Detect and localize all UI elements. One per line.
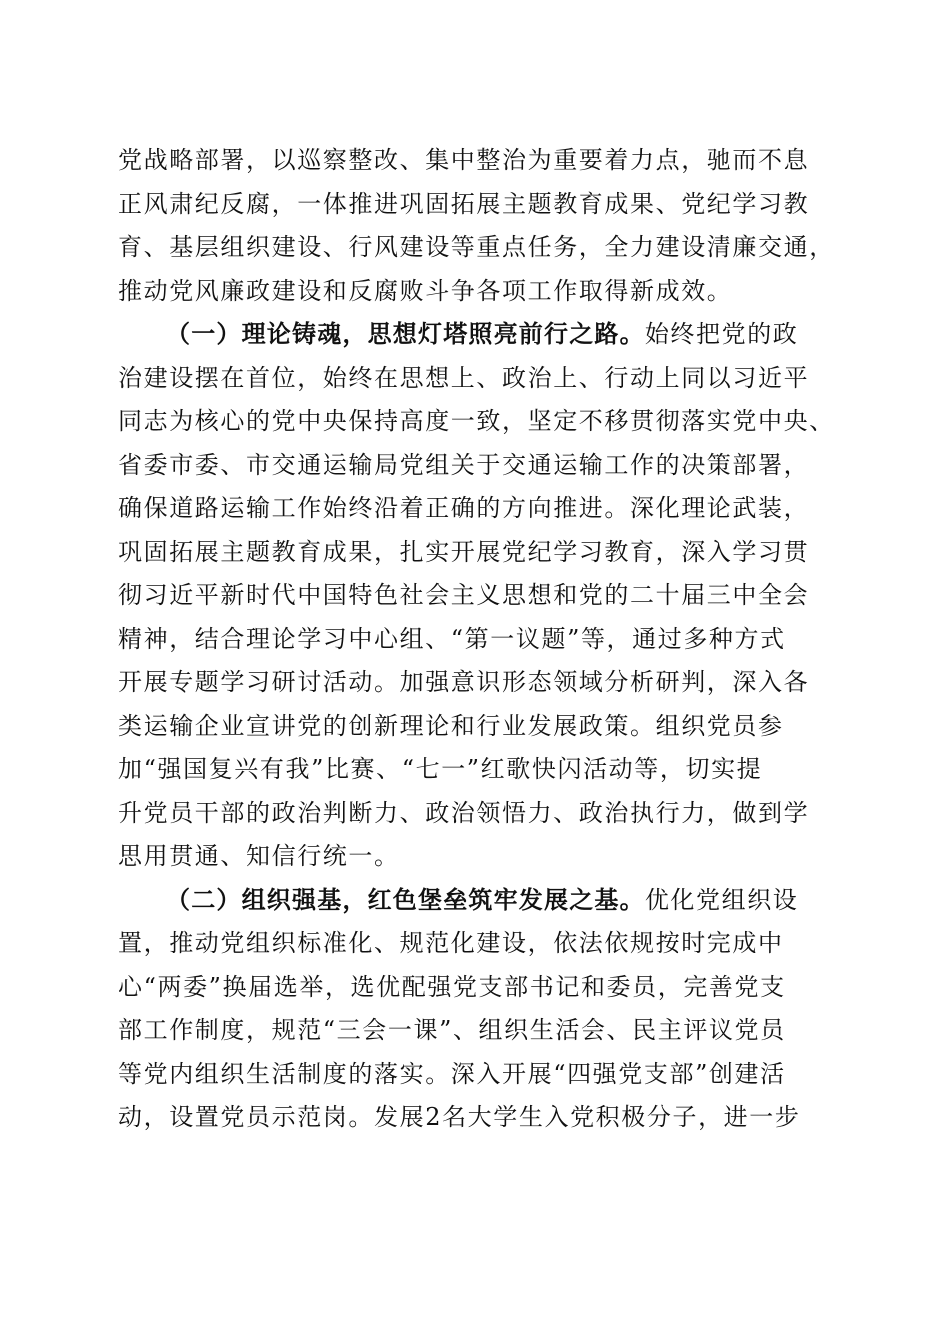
text-line: 正风肃纪反腐，一体推进巩固拓展主题教育成果、党纪学习教	[118, 189, 810, 218]
text-line: 彻习近平新时代中国特色社会主义思想和党的二十届三中全会	[118, 581, 810, 609]
text-line: 党战略部署，以巡察整改、集中整治为重要着力点，驰而不息	[118, 146, 810, 174]
text-line: 加“强国复兴有我”比赛、“七一”红歌快闪活动等，切实提	[118, 755, 763, 783]
text-line: 治建设摆在首位，始终在思想上、政治上、行动上同以习近平	[118, 363, 810, 392]
text-line: 部工作制度，规范“三会一课”、组织生活会、民主评议党员	[118, 1016, 786, 1044]
text-line: 确保道路运输工作始终沿着正确的方向推进。深化理论武装，	[118, 494, 810, 522]
text-line: 置，推动党组织标准化、规范化建设，依法依规按时完成中	[118, 929, 784, 957]
text-line: 升党员干部的政治判断力、政治领悟力、政治执行力，做到学	[118, 798, 810, 827]
text-line: 开展专题学习研讨活动。加强意识形态领域分析研判，深入各	[118, 668, 810, 696]
text-line: 等党内组织生活制度的落实。深入开展“四强党支部”创建活	[118, 1059, 786, 1088]
text-line: 推动党风廉政建设和反腐败斗争各项工作取得新成效。	[118, 276, 733, 305]
section-1-first-line	[118, 313, 828, 357]
text-line: 精神，结合理论学习中心组、“第一议题”等，通过多种方式	[118, 624, 786, 653]
text-line: 心“两委”换届选举，选优配强党支部书记和委员，完善党支	[118, 972, 786, 1001]
section-2-lead: 优化党组织设	[644, 885, 799, 914]
text-line: 巩固拓展主题教育成果，扎实开展党纪学习教育，深入学习贯	[118, 537, 810, 566]
body-text	[118, 139, 835, 1140]
section-1-lead: 始终把党的政	[644, 320, 799, 348]
text-line: 思用贯通、知信行统一。	[118, 842, 400, 870]
text-line: 育、基层组织建设、行风建设等重点任务，全力建设清廉交通，	[118, 233, 835, 261]
text-line: 同志为核心的党中央保持高度一致，坚定不移贯彻落实党中央、	[118, 407, 835, 435]
section-2-first-line	[118, 879, 828, 923]
text-line: 省委市委、市交通运输局党组关于交通运输工作的决策部署，	[118, 450, 810, 479]
section-2-heading: （二）组织强基，红色堡垒筑牢发展之基。	[166, 885, 645, 914]
section-1-heading: （一）理论铸魂，思想灯塔照亮前行之路。	[166, 320, 645, 348]
text-line: 类运输企业宣讲党的创新理论和行业发展政策。组织党员参	[118, 711, 784, 740]
text-line: 动，设置党员示范岗。发展2名大学生入党积极分子，进一步	[118, 1103, 801, 1131]
